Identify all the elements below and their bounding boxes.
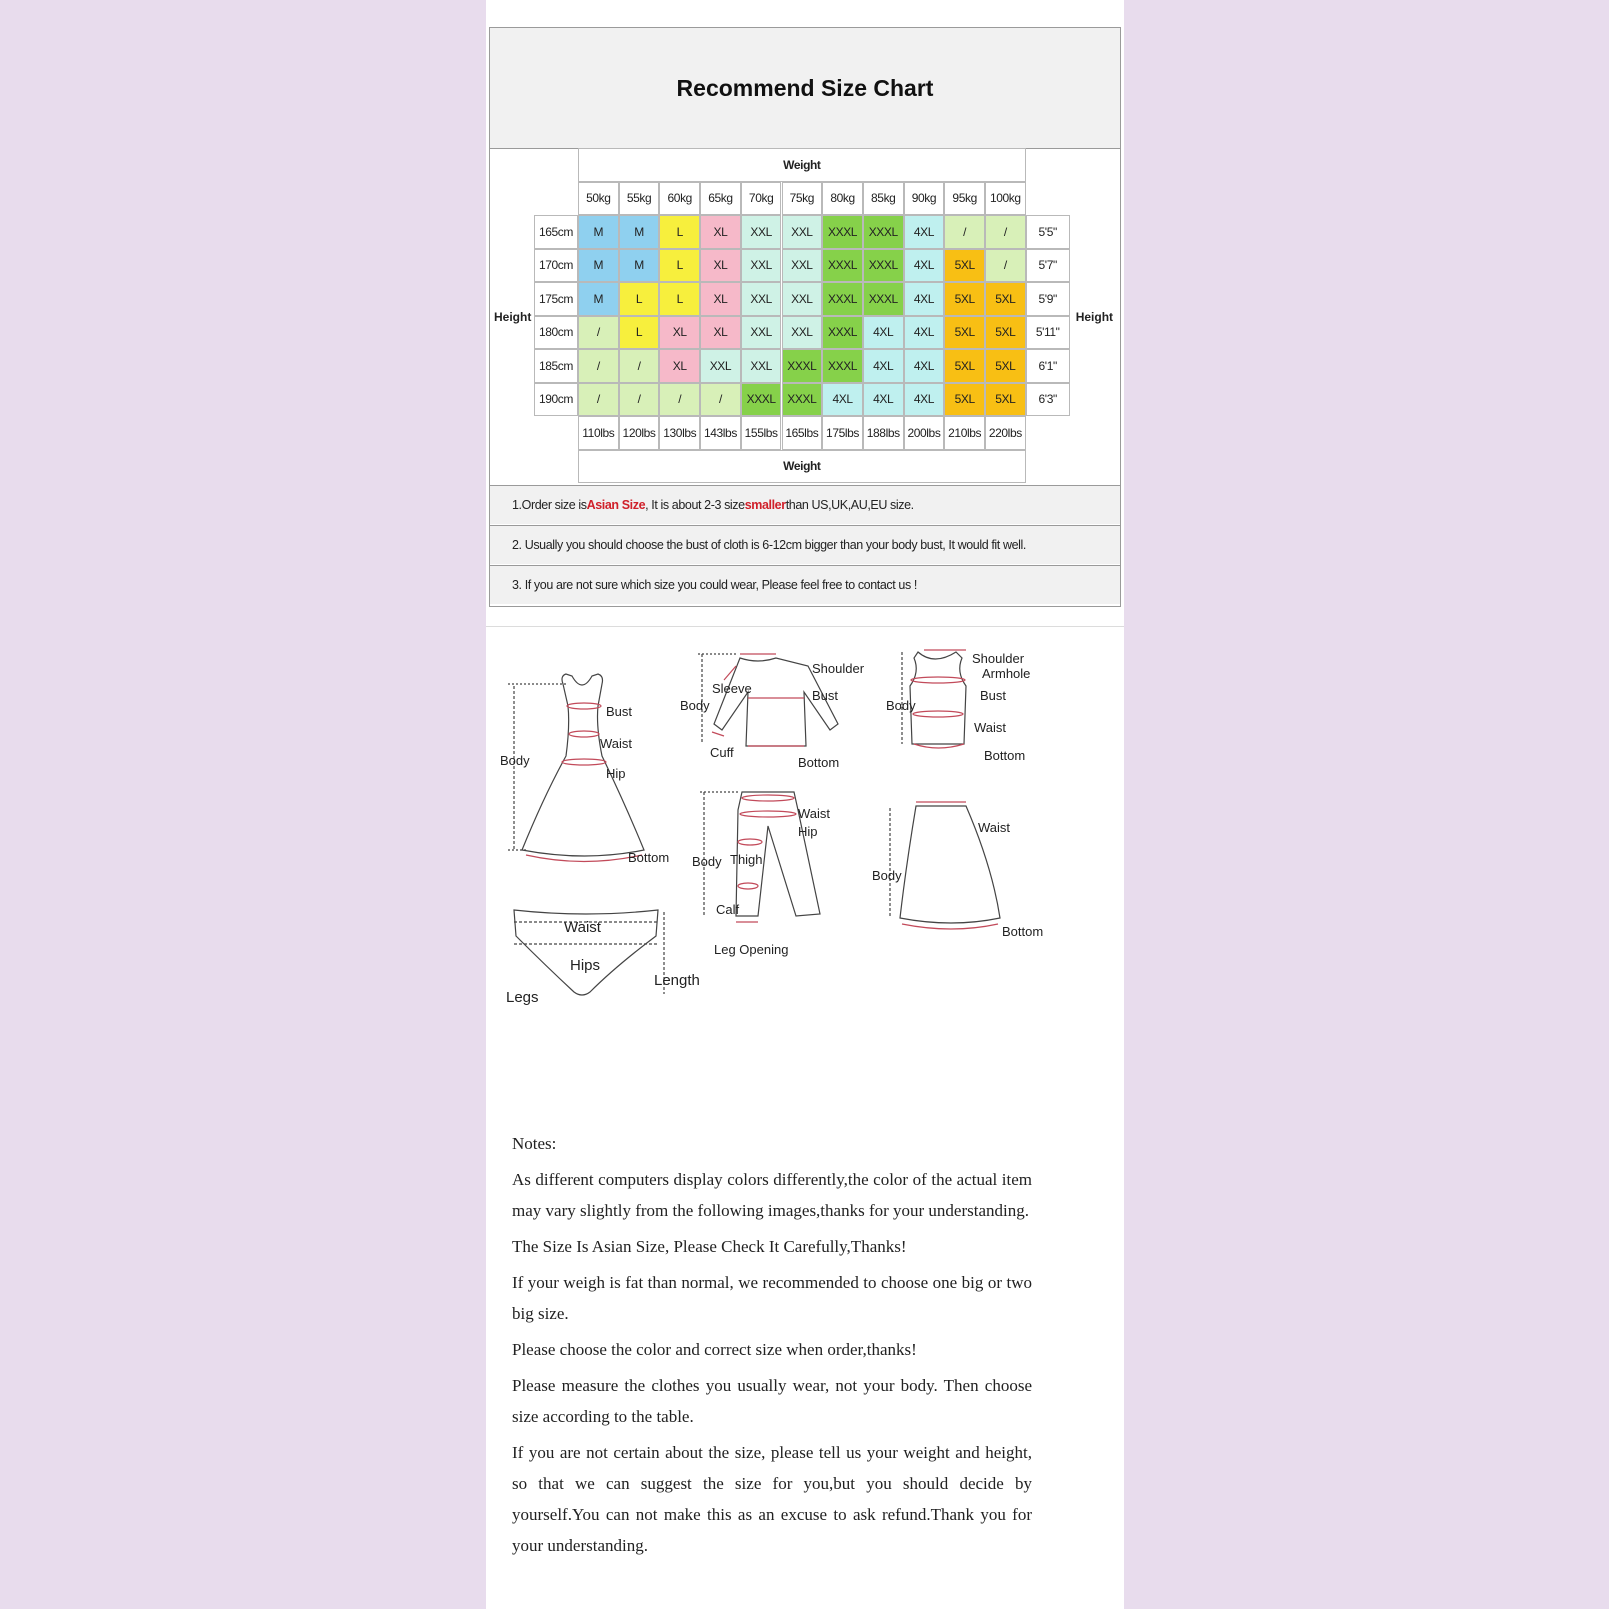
size-cell: 5XL	[944, 316, 985, 350]
size-cell: /	[659, 383, 700, 417]
weight-kg-0: 50kg	[578, 182, 619, 216]
height-ft-5: 6'3"	[1026, 383, 1070, 417]
note-colors: As different computers display colors differently,the color of the actual item may vary slightly from the following images,thanks for your understanding.	[512, 1170, 1032, 1220]
dress-bust-label: Bust	[606, 704, 633, 719]
pants-thigh-label: Thigh	[730, 852, 763, 867]
size-cell: XXL	[782, 215, 823, 249]
size-cell: /	[985, 215, 1026, 249]
size-cell: 5XL	[944, 383, 985, 417]
height-ft-2: 5'9"	[1026, 282, 1070, 316]
size-cell: XL	[700, 282, 741, 316]
briefs-waist-label: Waist	[564, 919, 601, 936]
height-label-right: Height	[1075, 309, 1114, 324]
weight-header-top: Weight	[578, 148, 1026, 182]
weight-lbs-1: 120lbs	[619, 416, 660, 450]
height-cm-4: 185cm	[534, 349, 578, 383]
skirt-waist-label: Waist	[978, 820, 1011, 835]
size-cell: M	[619, 215, 660, 249]
size-cell: XXXL	[822, 215, 863, 249]
size-cell: 5XL	[944, 249, 985, 283]
weight-lbs-3: 143lbs	[700, 416, 741, 450]
size-cell: 5XL	[985, 282, 1026, 316]
size-cell: XXXL	[782, 383, 823, 417]
size-cell: 5XL	[944, 349, 985, 383]
size-cell: XXL	[700, 349, 741, 383]
weight-kg-5: 75kg	[782, 182, 823, 216]
weight-lbs-4: 155lbs	[741, 416, 782, 450]
chart-note-2	[490, 525, 1120, 564]
height-ft-0: 5'5"	[1026, 215, 1070, 249]
size-cell: 4XL	[822, 383, 863, 417]
height-cm-0: 165cm	[534, 215, 578, 249]
height-cm-3: 180cm	[534, 316, 578, 350]
note-1-text-c: , It is about 2-3 size	[645, 498, 745, 512]
notes-title: Notes:	[512, 1134, 557, 1153]
dress-bottom-label: Bottom	[628, 850, 670, 865]
section-divider	[486, 626, 1124, 627]
weight-kg-6: 80kg	[822, 182, 863, 216]
height-ft-3: 5'11"	[1026, 316, 1070, 350]
size-cell: M	[578, 249, 619, 283]
briefs-legs-label: Legs	[506, 989, 539, 1006]
size-cell: XXXL	[741, 383, 782, 417]
weight-header-bottom: Weight	[578, 450, 1026, 484]
size-cell: L	[659, 282, 700, 316]
weight-kg-10: 100kg	[985, 182, 1026, 216]
size-cell: /	[619, 349, 660, 383]
size-cell: XXL	[782, 249, 823, 283]
skirt-body-label: Body	[872, 868, 902, 883]
height-ft-1: 5'7"	[1026, 249, 1070, 283]
weight-kg-1: 55kg	[619, 182, 660, 216]
weight-kg-3: 65kg	[700, 182, 741, 216]
note-1-smaller: smaller	[744, 498, 786, 512]
size-cell: XL	[659, 349, 700, 383]
size-cell: M	[619, 249, 660, 283]
size-cell: 4XL	[904, 349, 945, 383]
briefs-hips-label: Hips	[570, 957, 601, 974]
size-cell: /	[985, 249, 1026, 283]
size-cell: XXXL	[822, 249, 863, 283]
height-cm-5: 190cm	[534, 383, 578, 417]
size-cell: 5XL	[985, 316, 1026, 350]
size-cell: /	[944, 215, 985, 249]
pants-calf-label: Calf	[716, 902, 740, 917]
note-asian-size: The Size Is Asian Size, Please Check It Carefully,Thanks!	[512, 1237, 907, 1256]
briefs-length-label: Length	[654, 972, 700, 989]
size-cell: XXL	[782, 282, 823, 316]
note-measure: Please measure the clothes you usually wear, not your body. Then choose size according to the table.	[512, 1376, 1032, 1426]
size-cell: 5XL	[985, 383, 1026, 417]
weight-lbs-2: 130lbs	[659, 416, 700, 450]
height-ft-4: 6'1"	[1026, 349, 1070, 383]
vest-bottom-label: Bottom	[984, 748, 1026, 763]
shirt-body-label: Body	[680, 698, 710, 713]
size-cell: /	[578, 383, 619, 417]
size-cell: XXL	[782, 316, 823, 350]
size-cell: /	[619, 383, 660, 417]
note-refund: If you are not certain about the size, please tell us your weight and height, so that we can suggest the size for you,but you should decide by yourself.You can not make this as an excuse to ask refund.Thank you for your understanding.	[512, 1443, 1032, 1555]
size-cell: 5XL	[944, 282, 985, 316]
size-cell: XXXL	[822, 282, 863, 316]
size-cell: XXL	[741, 316, 782, 350]
chart-note-1	[490, 485, 1120, 524]
size-cell: 4XL	[863, 316, 904, 350]
vest-body-label: Body	[886, 698, 916, 713]
pants-body-label: Body	[692, 854, 722, 869]
chart-title: Recommend Size Chart	[676, 74, 934, 101]
size-cell: XXXL	[863, 282, 904, 316]
dress-hip-label: Hip	[606, 766, 626, 781]
size-cell: XXL	[741, 249, 782, 283]
size-cell: 4XL	[904, 383, 945, 417]
size-cell: L	[659, 215, 700, 249]
chart-note-3	[490, 565, 1120, 604]
weight-lbs-0: 110lbs	[578, 416, 619, 450]
size-cell: 5XL	[985, 349, 1026, 383]
size-cell: XXL	[741, 349, 782, 383]
size-cell: 4XL	[863, 383, 904, 417]
size-cell: XXXL	[863, 215, 904, 249]
size-cell: XXXL	[822, 349, 863, 383]
garment-diagrams-svg	[486, 636, 1124, 1056]
measurement-diagrams	[486, 636, 1124, 1056]
size-cell: XL	[700, 249, 741, 283]
note-2-text: 2. Usually you should choose the bust of cloth is 6-12cm bigger than your body bust, It would fit well.	[512, 538, 1026, 552]
size-cell: 4XL	[904, 282, 945, 316]
weight-kg-2: 60kg	[659, 182, 700, 216]
weight-lbs-8: 200lbs	[904, 416, 945, 450]
size-cell: L	[619, 316, 660, 350]
size-cell: 4XL	[904, 249, 945, 283]
note-1-asian-size: Asian Size	[586, 498, 646, 512]
size-chart	[489, 27, 1121, 607]
weight-kg-7: 85kg	[863, 182, 904, 216]
weight-kg-9: 95kg	[944, 182, 985, 216]
notes-section	[512, 1128, 1032, 1566]
note-1-text-e: than US,UK,AU,EU size.	[785, 498, 914, 512]
shirt-shoulder-label: Shoulder	[812, 661, 865, 676]
size-cell: XXL	[741, 282, 782, 316]
shirt-cuff-label: Cuff	[710, 745, 734, 760]
height-cm-1: 170cm	[534, 249, 578, 283]
vest-bust-label: Bust	[980, 688, 1007, 703]
shirt-bottom-label: Bottom	[798, 755, 840, 770]
weight-lbs-7: 188lbs	[863, 416, 904, 450]
size-cell: XXXL	[782, 349, 823, 383]
size-cell: XXXL	[822, 316, 863, 350]
size-cell: /	[578, 316, 619, 350]
size-cell: XXXL	[863, 249, 904, 283]
pants-waist-label: Waist	[798, 806, 831, 821]
note-big-size: If your weigh is fat than normal, we recommended to choose one big or two big size.	[512, 1273, 1032, 1323]
size-cell: L	[659, 249, 700, 283]
dress-waist-label: Waist	[600, 736, 633, 751]
size-cell: /	[578, 349, 619, 383]
note-1-text-a: 1.Order size is	[512, 498, 587, 512]
shirt-bust-label: Bust	[812, 688, 839, 703]
size-cell: 4XL	[904, 316, 945, 350]
size-cell: 4XL	[904, 215, 945, 249]
size-cell: XL	[659, 316, 700, 350]
size-cell: XL	[700, 316, 741, 350]
pants-leg-opening-label: Leg Opening	[714, 942, 789, 957]
size-cell: /	[700, 383, 741, 417]
weight-lbs-9: 210lbs	[944, 416, 985, 450]
weight-lbs-5: 165lbs	[782, 416, 823, 450]
size-cell: M	[578, 215, 619, 249]
chart-header	[490, 28, 1120, 149]
size-cell: L	[619, 282, 660, 316]
weight-lbs-10: 220lbs	[985, 416, 1026, 450]
dress-body-label: Body	[500, 753, 530, 768]
note-3-text: 3. If you are not sure which size you could wear, Please feel free to contact us !	[512, 578, 917, 592]
vest-waist-label: Waist	[974, 720, 1007, 735]
height-label-left: Height	[494, 309, 532, 324]
size-cell: XL	[700, 215, 741, 249]
size-cell: M	[578, 282, 619, 316]
weight-lbs-6: 175lbs	[822, 416, 863, 450]
size-cell: XXL	[741, 215, 782, 249]
weight-kg-4: 70kg	[741, 182, 782, 216]
vest-shoulder-label: Shoulder	[972, 651, 1025, 666]
skirt-bottom-label: Bottom	[1002, 924, 1044, 939]
vest-armhole-label: Armhole	[982, 666, 1031, 681]
size-cell: 4XL	[863, 349, 904, 383]
weight-kg-8: 90kg	[904, 182, 945, 216]
note-choose-color: Please choose the color and correct size when order,thanks!	[512, 1340, 917, 1359]
shirt-sleeve-label: Sleeve	[712, 681, 752, 696]
pants-hip-label: Hip	[798, 824, 818, 839]
height-cm-2: 175cm	[534, 282, 578, 316]
